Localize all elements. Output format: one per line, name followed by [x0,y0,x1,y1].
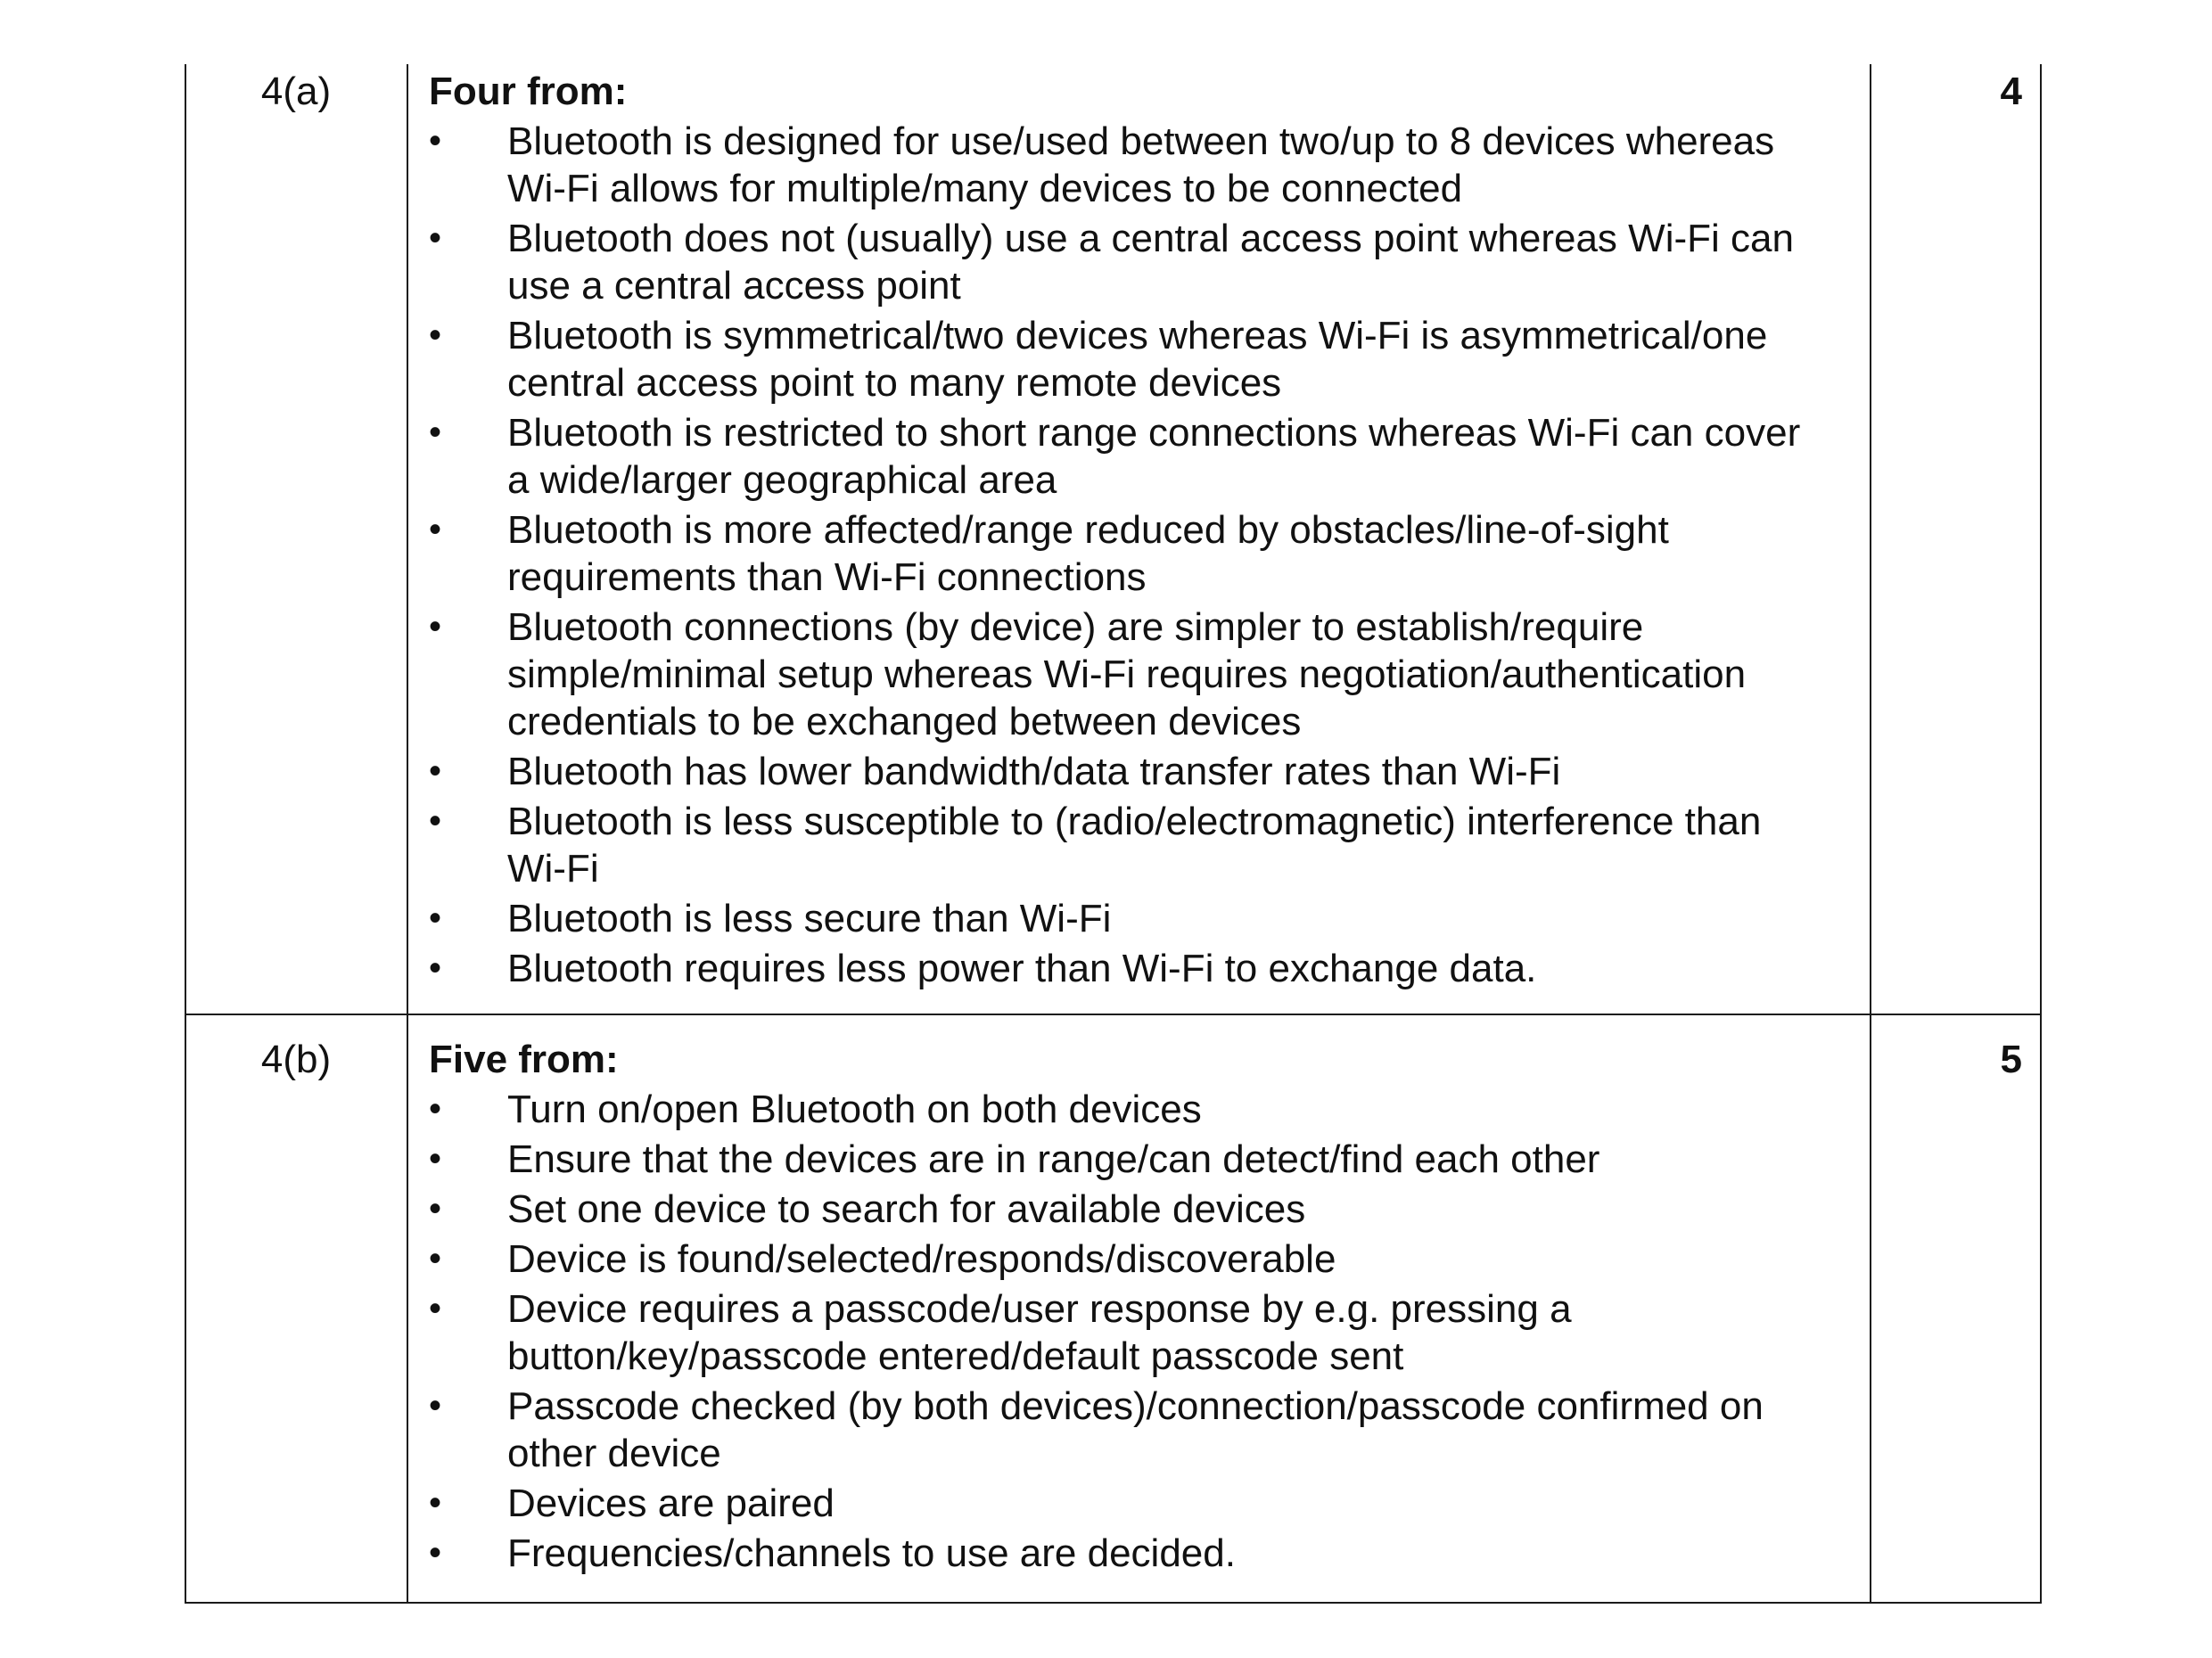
point-text: Bluetooth is symmetrical/two devices whereas Wi-Fi is asymmetrical/one central access point to many remote devices [507,314,1768,405]
point-text: Bluetooth is less susceptible to (radio/electromagnetic) interference than Wi-Fi [507,800,1762,891]
point-text: Bluetooth has lower bandwidth/data transfer rates than Wi-Fi [507,750,1561,793]
bullet-icon: • [429,948,442,988]
question-number: 4(a) [260,70,332,113]
point-text: Device requires a passcode/user response by e.g. pressing a button/key/passcode entered/default passcode sent [507,1287,1572,1378]
list-item [429,1285,1820,1380]
list-item [429,1235,1820,1283]
marks-value: 5 [2000,1038,2022,1081]
point-text: Passcode checked (by both devices)/connection/passcode confirmed on other device [507,1384,1764,1475]
bullet-icon: • [429,899,442,938]
point-text: Bluetooth connections (by device) are simpler to establish/require simple/minimal setup whereas Wi-Fi requires negotiation/authentication credentials to be exchanged between devices [507,605,1747,743]
bullet-icon: • [429,1533,442,1572]
point-text: Devices are paired [507,1482,835,1525]
point-text: Turn on/open Bluetooth on both devices [507,1088,1202,1131]
list-item [429,895,1820,942]
marks-value: 4 [2000,70,2022,113]
table-row-4a [185,68,2042,1013]
bullet-icon: • [429,413,442,452]
bullet-icon: • [429,1089,442,1129]
bullet-icon: • [429,1189,442,1228]
bullet-icon: • [429,1483,442,1523]
point-text: Bluetooth is more affected/range reduced by obstacles/line-of-sight requirements than Wi-Fi connections [507,508,1669,599]
list-item [429,1086,1820,1133]
point-text: Bluetooth is less secure than Wi-Fi [507,897,1112,940]
answer-cell [429,1036,1820,1580]
point-text: Bluetooth is designed for use/used between two/up to 8 devices whereas Wi-Fi allows for multiple/many devices to be connected [507,119,1775,210]
answer-points-list [429,1086,1820,1577]
bullet-icon: • [429,607,442,646]
point-text: Set one device to search for available devices [507,1187,1306,1231]
point-text: Bluetooth requires less power than Wi-Fi to exchange data. [507,947,1537,990]
list-item [429,798,1820,892]
bullet-icon: • [429,801,442,841]
table-row-4b [185,1036,2042,1597]
bullet-icon: • [429,121,442,160]
list-item [429,1186,1820,1233]
point-text: Bluetooth does not (usually) use a central access point whereas Wi-Fi can use a central access point [507,217,1794,308]
bullet-icon: • [429,1239,442,1278]
bullet-icon: • [429,1139,442,1178]
answer-points-list [429,118,1820,992]
point-text: Frequencies/channels to use are decided. [507,1531,1236,1575]
list-item [429,1383,1820,1477]
bullet-icon: • [429,510,442,549]
row-divider [185,1014,2042,1015]
list-item [429,1480,1820,1527]
list-item [429,1136,1820,1183]
answer-cell [429,68,1820,995]
list-item [429,215,1820,309]
point-text: Bluetooth is restricted to short range connections whereas Wi-Fi can cover a wide/larger geographical area [507,411,1801,502]
bullet-icon: • [429,751,442,791]
point-text: Device is found/selected/responds/discoverable [507,1237,1336,1281]
list-item [429,118,1820,212]
point-text: Ensure that the devices are in range/can detect/find each other [507,1137,1600,1181]
question-number: 4(b) [260,1038,332,1081]
answer-heading: Four from: [429,70,628,113]
list-item [429,603,1820,745]
mark-scheme-table [185,64,2042,1604]
list-item [429,1530,1820,1577]
table-border-bottom [185,1602,2042,1604]
list-item [429,748,1820,795]
answer-heading: Five from: [429,1038,619,1081]
list-item [429,506,1820,601]
bullet-icon: • [429,1386,442,1425]
bullet-icon: • [429,218,442,258]
list-item [429,945,1820,992]
bullet-icon: • [429,316,442,355]
list-item [429,409,1820,504]
bullet-icon: • [429,1289,442,1328]
list-item [429,312,1820,406]
